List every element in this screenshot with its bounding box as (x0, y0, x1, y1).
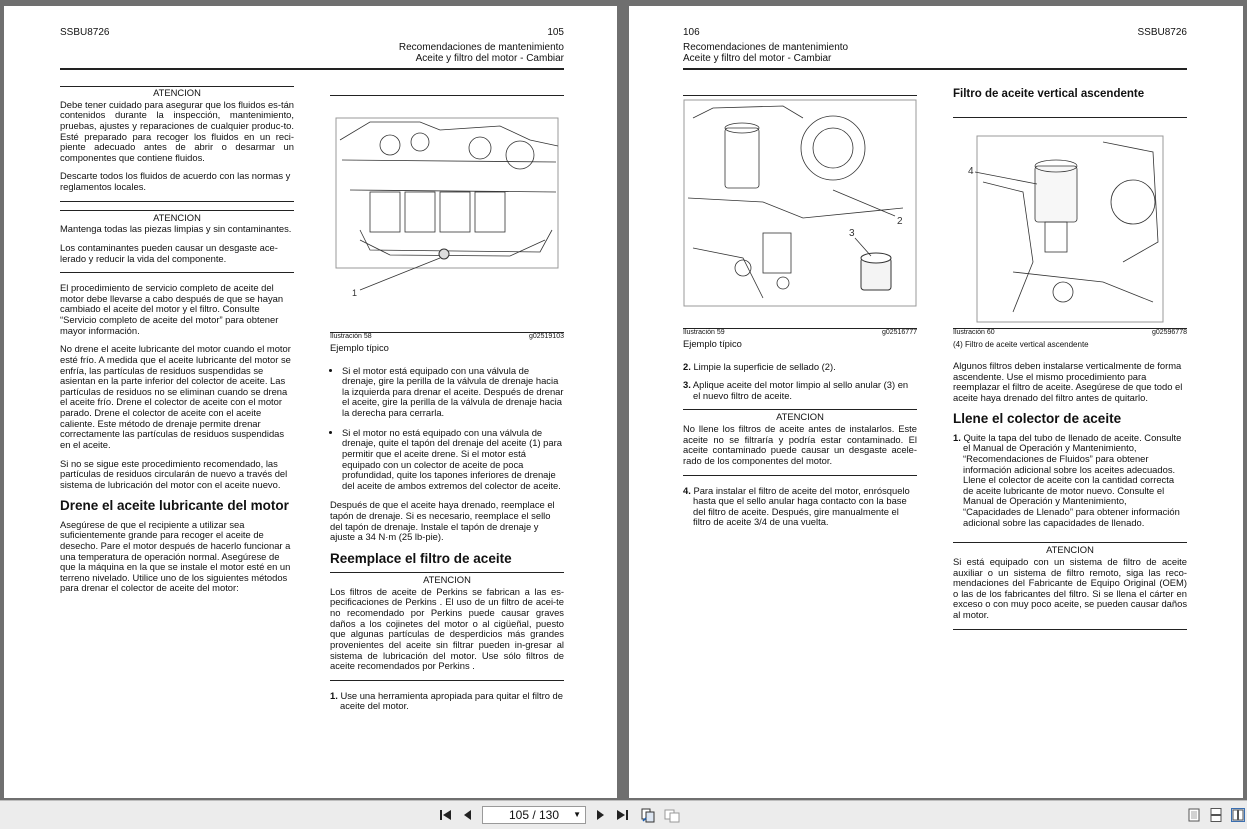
figure-caption: Ejemplo típico (330, 341, 389, 353)
attention-text: Descarte todos los fluidos de acuerdo con las normas y reglamentos locales. (60, 170, 291, 192)
figure-caption: (4) Filtro de aceite vertical ascendente (953, 339, 1089, 349)
left-column (60, 88, 294, 602)
step-text: Aplique aceite del motor limpio al sello anular (3) en el nuevo filtro de aceite. (692, 379, 909, 401)
list-item (330, 691, 564, 712)
header-line: Recomendaciones de mantenimiento (683, 42, 849, 53)
body-paragraph: No drene el aceite lubricante del motor cuando el motor esté frío. A medida que el aceite lubricante del motor se enfría, las partículas de residuos suspendidas se asientan en la parte inferior del colector de aceite. Las partículas de residuos no se eliminan cuando se drena el aceite frío. Drene el colector de aceite con el motor parado. Drene el colector de aceite con el aceite caliente. Este método de drenaje permite drenar correctamente las partículas de residuos suspendidas en el aceite. (60, 343, 291, 450)
running-header (399, 42, 564, 65)
body-paragraph: Asegúrese de que el recipiente a utilizar sea suficientemente grande para recoger el aceite de desecho. Pare el motor después de hacerlo funcionar a una temperatura de operación normal. Asegúrese de que la máquina en la que se instale el motor esté en un terreno nivelado. Utilice uno de los siguientes métodos para drenar el colector de aceite del motor: (60, 518, 291, 594)
header-rule (60, 68, 564, 70)
body-paragraph: Después de que el aceite haya drenado, reemplace el tapón de drenaje. Si es necesario, reemplace el sello del tapón de drenaje. Instale el tapón de drenaje y ajuste a 34 N·m (25 lb-pie). (330, 499, 555, 543)
running-header (683, 42, 848, 65)
section-heading: Drene el aceite lubricante del motor (60, 498, 289, 514)
single-page-view-icon[interactable] (1187, 808, 1201, 822)
figure-code: g02516777 (881, 329, 917, 336)
callout-4: 4 (968, 165, 974, 177)
list-item: • Si el motor no está equipado con una válvula de drenaje, quite el tapón del drenaje del aceite (1) para permitir que el aceite drene. Si el motor está equipado con un colector de aceite de poca profundidad, quite los tapones inferiores de drenaje del aceite de ambos extremos del colector de aceite. (342, 428, 564, 492)
header-rule (683, 68, 1187, 70)
two-page-icon[interactable] (664, 807, 680, 823)
divider (330, 680, 564, 681)
rotate-icon[interactable] (640, 807, 656, 823)
right-column (953, 88, 1187, 630)
callout-3: 3 (849, 228, 855, 239)
page-indicator: 105 / 130 (508, 808, 560, 822)
attention-text: No llene los filtros de aceite antes de instalarlos. Este aceite no se filtraría y podría estar contaminado. El aceite contaminado puede causar un desgaste acele-rado de los componentes del motor. (683, 423, 917, 466)
list-item (683, 486, 917, 529)
figure-caption-row (330, 333, 564, 341)
steps-list (330, 691, 564, 712)
figure-label: Ilustración 60 (953, 328, 995, 336)
body-paragraph: El procedimiento de servicio completo de aceite del motor debe llevarse a cabo después de que se hayan cambiado el aceite del motor y el filtro. Consulte “Servicio completo de aceite del motor” para obtener mayor información. (60, 282, 284, 336)
callout-2: 2 (897, 216, 903, 227)
page-number: 106 (683, 27, 700, 38)
attention-text: Debe tener cuidado para asegurar que los fluidos es-tán contenidos durante la inspección, mantenimiento, pruebas, ajustes y reparaciones de cualquier produc-to. Esté preparado para recoger los fluidos en un reci-piente adecuado antes de abrir o desarmar un componentes que contiene fluidos. (60, 98, 295, 163)
figure-code: g02596778 (1151, 328, 1187, 336)
list-item (953, 433, 1187, 529)
attention-text: Los filtros de aceite de Perkins se fabrican a las es-pecificaciones de Perkins . El uso de un filtro de acei-te no recomendado por Perkins puede causar graves daños a los cojinetes del motor o al cigüeñal, puesto que algunas partículas de desperdicios más grandes provenientes del aceite sin filtrar pueden in-gresar al sistema de lubricación del motor. Use sólo filtros de aceite recomendados por Perkins . (330, 585, 564, 672)
attention-title: ATENCION (423, 574, 471, 586)
divider (60, 201, 294, 202)
prev-page-icon[interactable] (460, 807, 476, 823)
figure-code: g02519103 (528, 333, 564, 340)
vertical-oil-filter-illustration (953, 122, 1187, 328)
callout-1: 1 (352, 288, 358, 298)
section-heading: Reemplace el filtro de aceite (330, 550, 512, 566)
attention-text: Mantenga todas las piezas limpias y sin contaminantes. (60, 223, 292, 235)
divider (60, 86, 294, 87)
step-text: Para instalar el filtro de aceite del motor, enrósquelo hasta que el sello anular haga contacto con la base del filtro de aceite. Después, gire manualmente el filtro de aceite 3/4 de una vuelta. (693, 484, 910, 528)
attention-title: ATENCION (153, 87, 201, 98)
divider (330, 95, 564, 96)
figure-caption: Ejemplo típico (683, 337, 742, 349)
figure-label: Ilustración 58 (330, 333, 372, 340)
left-column (683, 95, 917, 536)
continuous-view-icon[interactable] (1209, 808, 1223, 822)
step-text: Quite la tapa del tubo de llenado de aceite. Consulte el Manual de Operación y Mantenimiento, “Recomendaciones de Fluidos” para obtener información adicional sobre los aceites adecuados. Llene el colector de aceite con la cantidad correcta de aceite lubricante de motor nuevo. Consulte el Manual de Operación y Mantenimiento, “Capacidades de Llenado” para obtener información adicional sobre las capacidades de llenado. (963, 431, 1182, 528)
facing-view-icon[interactable] (1231, 808, 1245, 822)
step-number: 3. (683, 379, 691, 391)
list-item: • Si el motor está equipado con una válvula de drenaje, gire la perilla de la válvula de drenaje hacia la izquierda para drenar el aceite. Después de drenar el aceite, gire la perilla de la válvula de drenaje hacia la derecha para cerrarla. (342, 366, 564, 419)
divider (953, 629, 1187, 630)
left-page (4, 6, 617, 798)
section-heading: Llene el colector de aceite (953, 411, 1122, 427)
right-page (629, 6, 1243, 798)
attention-text: Si está equipado con un sistema de filtro de aceite auxiliar o un sistema de filtro remoto, siga las reco-mendaciones del Fabricante de Equipo Original (OEM) o las de los fabricantes del filtro. Si se llena el cárter en exceso o con muy poco aceite, se pueden causar daños al motor. (953, 555, 1188, 621)
step-number: 1. (953, 431, 961, 443)
engine-oil-pan-illustration (330, 100, 564, 330)
body-paragraph: Si no se sigue este procedimiento recomendado, las partículas de residuos circularán de nuevo a través del sistema de lubricación del motor con el aceite nuevo. (60, 457, 288, 490)
attention-title: ATENCION (153, 211, 201, 223)
doc-id: SSBU8726 (1137, 27, 1187, 38)
header-line: Aceite y filtro del motor - Cambiar (415, 53, 564, 65)
steps-list (953, 433, 1187, 529)
attention-title: ATENCION (776, 411, 824, 423)
drain-methods-list (330, 366, 564, 492)
body-paragraph: Algunos filtros deben instalarse verticalmente de forma ascendente. Use el mismo procedimiento para reemplazar el filtro de aceite. Asegúrese de que todo el aceite haya drenado del filtro antes de quitarlo. (953, 359, 1183, 403)
header-line: Aceite y filtro del motor - Cambiar (683, 53, 832, 65)
step-number: 4. (683, 484, 691, 496)
figure-caption-row (683, 329, 917, 337)
next-page-icon[interactable] (592, 807, 608, 823)
step-text: Limpie la superficie de sellado (2). (693, 360, 836, 372)
divider (60, 272, 294, 273)
attention-title: ATENCION (1046, 544, 1094, 556)
header-line: Recomendaciones de mantenimiento (398, 42, 564, 53)
page-selector[interactable] (482, 806, 586, 824)
list-item (683, 362, 917, 373)
figure-label: Ilustración 59 (683, 329, 725, 336)
step-number: 1. (330, 689, 338, 701)
steps-list (683, 362, 917, 402)
first-page-icon[interactable] (438, 807, 454, 823)
step-text: Use una herramienta apropiada para quitar el filtro de aceite del motor. (340, 689, 563, 712)
right-column (330, 95, 564, 720)
chevron-down-icon: ▼ (573, 810, 581, 819)
divider (683, 475, 917, 476)
figure-caption-row (953, 329, 1187, 337)
divider (953, 117, 1187, 118)
oil-filter-illustration (683, 98, 917, 328)
page-number: 105 (547, 27, 564, 38)
doc-id: SSBU8726 (60, 27, 110, 38)
viewer-toolbar (0, 800, 1247, 829)
last-page-icon[interactable] (614, 807, 630, 823)
list-item (683, 380, 917, 401)
attention-text: Los contaminantes pueden causar un desgaste ace-lerado y reducir la vida del componente. (60, 241, 278, 264)
sub-heading: Filtro de aceite vertical ascendente (953, 88, 1145, 100)
steps-list (683, 486, 917, 529)
step-number: 2. (683, 360, 691, 372)
divider (683, 95, 917, 96)
